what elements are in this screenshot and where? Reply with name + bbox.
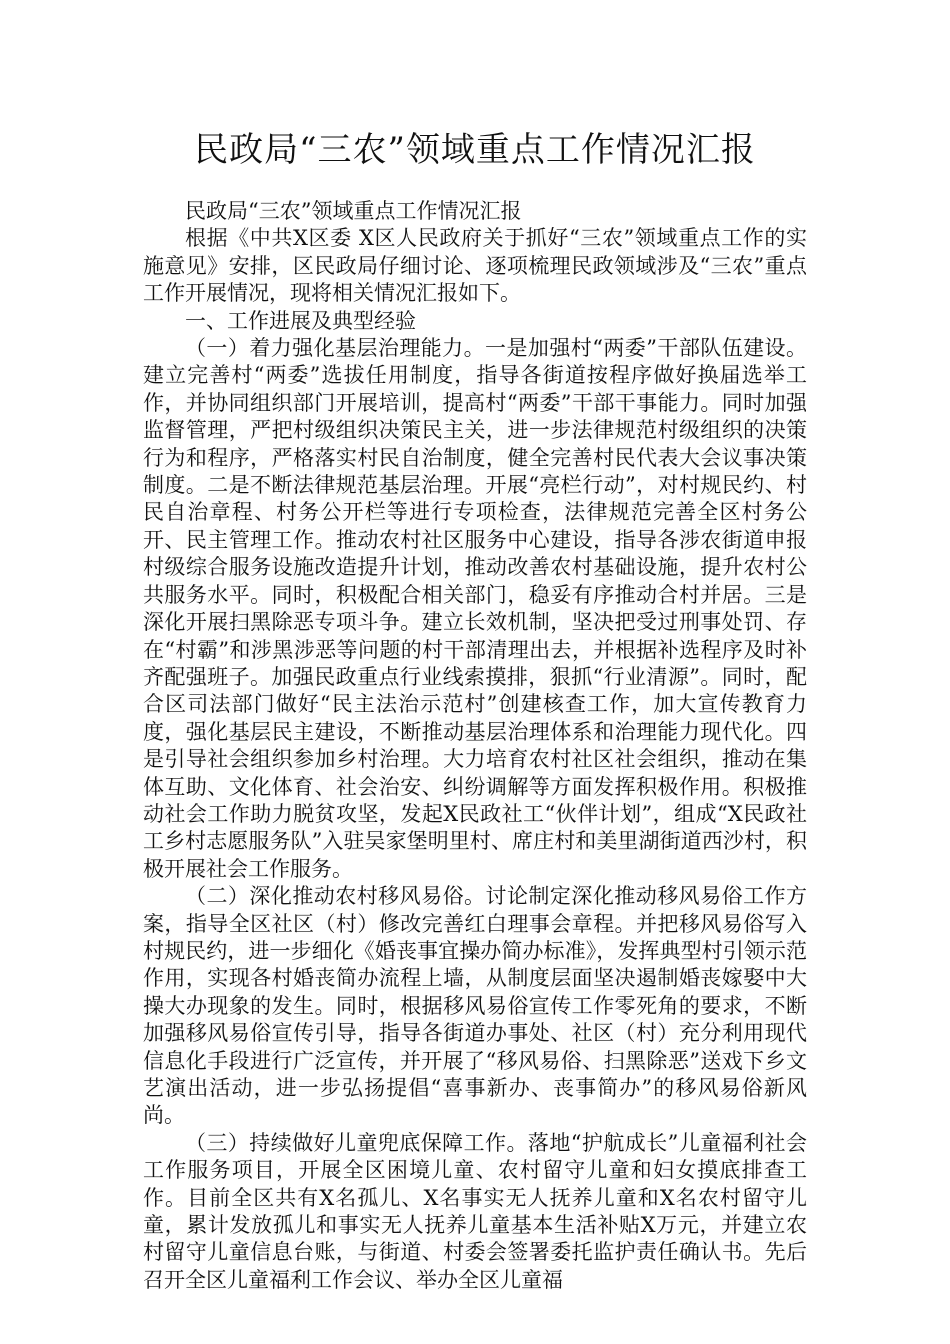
paragraph-intro: 根据《中共X区委 X区人民政府关于抓好“三农”领域重点工作的实施意见》安排，区民政局仔细讨论、逐项梳理民政领域涉及“三农”重点工作开展情况，现将相关情况汇报如下。 — [143, 226, 807, 306]
paragraph-item-1: （一）着力强化基层治理能力。一是加强村“两委”干部队伍建设。建立完善村“两委”选拔任用制度，指导各街道按程序做好换届选举工作，并协同组织部门开展培训，提高村“两委”干部干事能力。同时加强监督管理，严把村级组织决策民主关，进一步法律规范村级组织的决策行为和程序，严格落实村民自治制度，健全完善村民代表大会议事决策制度。二是不断法律规范基层治理。开展“亮栏行动”，对村规民约、村民自治章程、村务公开栏等进行专项检查，法律规范完善全区村务公开、民主管理工作。推动农村社区服务中心建设，指导各涉农街道申报村级综合服务设施改造提升计划，推动改善农村基础设施，提升农村公共服务水平。同时，积极配合相关部门，稳妥有序推动合村并居。三是深化开展扫黑除恶专项斗争。建立长效机制，坚决把受过刑事处罚、存在“村霸”和涉黑涉恶等问题的村干部清理出去，并根据补选程序及时补齐配强班子。加强民政重点行业线索摸排，狠抓“行业清源”。同时，配合区司法部门做好“民主法治示范村”创建核查工作，加大宣传教育力度，强化基层民主建设，不断推动基层治理体系和治理能力现代化。四是引导社会组织参加乡村治理。大力培育农村社区社会组织，推动在集体互助、文化体育、社会治安、纠纷调解等方面发挥积极作用。积极推动社会工作助力脱贫攻坚，发起X民政社工“伙伴计划”，组成“X民政社工乡村志愿服务队”入驻吴家堡明里村、席庄村和美里湖街道西沙村，积极开展社会工作服务。 — [143, 336, 807, 881]
paragraph-subtitle: 民政局“三农”领域重点工作情况汇报 — [185, 199, 522, 223]
paragraph-item-3: （三）持续做好儿童兜底保障工作。落地“护航成长”儿童福利社会工作服务项目，开展全区困境儿童、农村留守儿童和妇女摸底排查工作。目前全区共有X名孤儿、X名事实无人抚养儿童和X名农村留守儿童，累计发放孤儿和事实无人抚养儿童基本生活补贴X万元，并建立农村留守儿童信息台账，与街道、村委会签署委托监护责任确认书。先后召开全区儿童福利工作会议、举办全区儿童福 — [143, 1130, 807, 1292]
section-heading: 一、工作进展及典型经验 — [185, 308, 416, 333]
paragraph-item-2: （二）深化推动农村移风易俗。讨论制定深化推动移风易俗工作方案，指导全区社区（村）修改完善红白理事会章程。并把移风易俗写入村规民约，进一步细化《婚丧事宜操办简办标准》，发挥典型村引领示范作用，实现各村婚丧简办流程上墙，从制度层面坚决遏制婚丧嫁娶中大操大办现象的发生。同时，根据移风易俗宣传工作零死角的要求，不断加强移风易俗宣传引导，指导各街道办事处、社区（村）充分利用现代信息化手段进行广泛宣传，并开展了“移风易俗、扫黑除恶”送戏下乡文艺演出活动，进一步弘扬提倡“喜事新办、丧事简办”的移风易俗新风尚。 — [143, 884, 807, 1128]
document-title: 民政局“三农”领域重点工作情况汇报 — [194, 130, 756, 170]
document-body — [143, 198, 807, 1294]
